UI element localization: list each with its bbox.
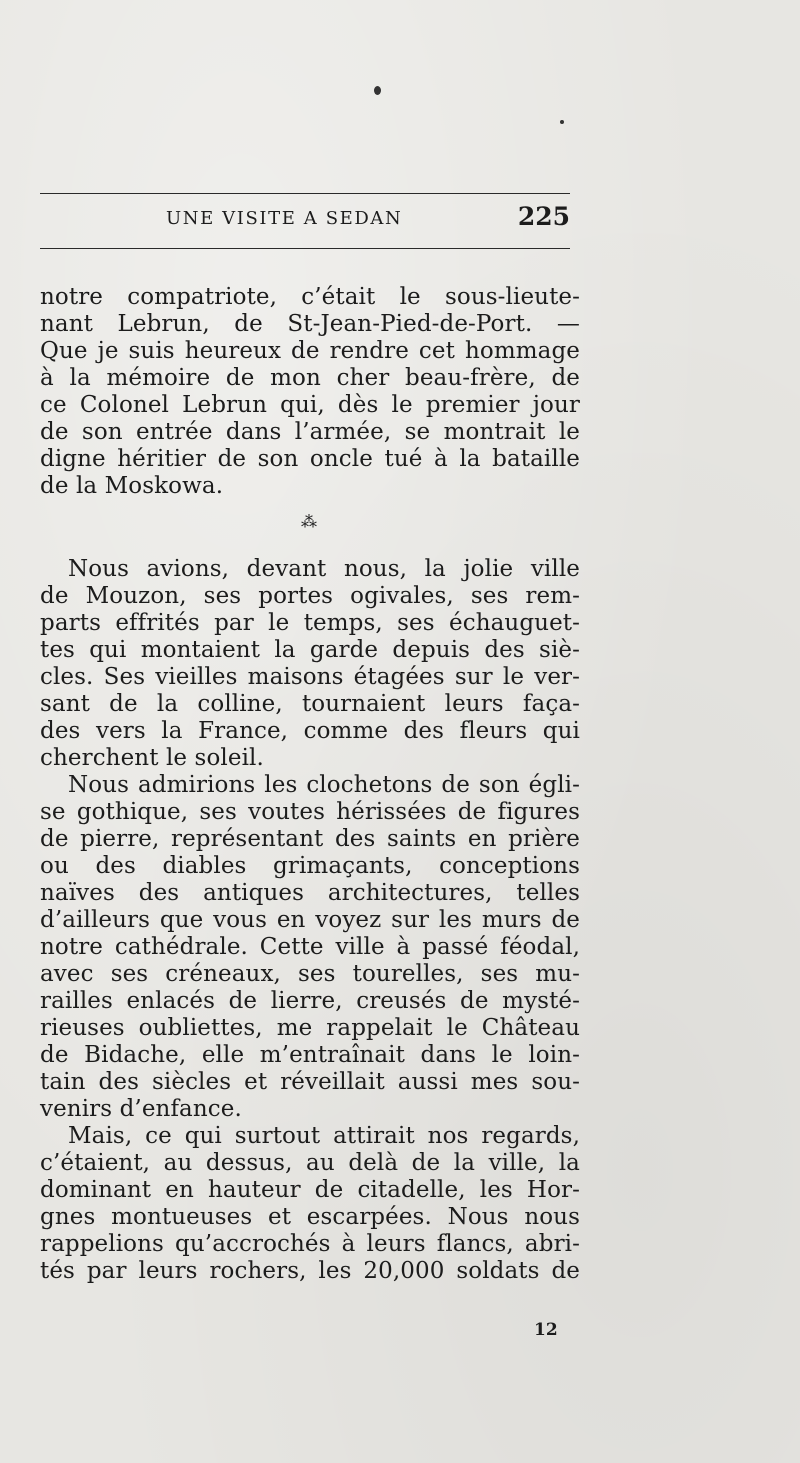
text-line: Nous avions, devant nous, la jolie ville	[68, 556, 580, 582]
text-line: rappelions qu’accrochés à leurs flancs, abri-	[40, 1231, 580, 1257]
ink-speck	[560, 120, 564, 124]
text-line: notre cathédrale. Cette ville à passé féodal,	[40, 934, 580, 960]
text-line: de Mouzon, ses portes ogivales, ses rem-	[40, 583, 580, 609]
text-line: rieuses oubliettes, me rappelait le Château	[40, 1015, 580, 1041]
text-line: des vers la France, comme des fleurs qui	[40, 718, 580, 744]
header-rule-top	[40, 193, 570, 194]
text-line: tes qui montaient la garde depuis des siè-	[40, 637, 580, 663]
text-line: sant de la colline, tournaient leurs faça-	[40, 691, 580, 717]
text-line: ou des diables grimaçants, conceptions	[40, 853, 580, 879]
text-line: d’ailleurs que vous en voyez sur les murs de	[40, 907, 580, 933]
running-head	[40, 200, 570, 240]
ink-speck	[374, 86, 381, 95]
text-line: Que je suis heureux de rendre cet hommage	[40, 338, 580, 364]
text-line: ce Colonel Lebrun qui, dès le premier jour	[40, 392, 580, 418]
text-line: à la mémoire de mon cher beau-frère, de	[40, 365, 580, 391]
page-number: 225	[517, 202, 570, 231]
text-line: cles. Ses vieilles maisons étagées sur le ver-	[40, 664, 580, 690]
text-line: naïves des antiques architectures, telles	[40, 880, 580, 906]
text-line: avec ses créneaux, ses tourelles, ses mu-	[40, 961, 580, 987]
text-line: nant Lebrun, de St-Jean-Pied-de-Port. —	[40, 311, 580, 337]
text-line: Mais, ce qui surtout attirait nos regards,	[68, 1123, 580, 1149]
text-line: cherchent le soleil.	[40, 745, 264, 771]
text-line: tés par leurs rochers, les 20,000 soldats de	[40, 1258, 580, 1284]
paragraph	[40, 772, 580, 1123]
text-line: parts effrités par le temps, ses échauguet-	[40, 610, 580, 636]
text-line: dominant en hauteur de citadelle, les Hor-	[40, 1177, 580, 1203]
text-line: tain des siècles et réveillait aussi mes sou-	[40, 1069, 580, 1095]
running-title: UNE VISITE A SEDAN	[166, 208, 403, 229]
header-rule-bottom	[40, 248, 570, 249]
paragraph	[40, 1123, 580, 1285]
text-line: railles enlacés de lierre, creusés de mysté-	[40, 988, 580, 1014]
text-line: notre compatriote, c’était le sous-lieute-	[40, 284, 580, 310]
text-line: de pierre, représentant des saints en prière	[40, 826, 580, 852]
asterism-glyph: ⁂	[301, 512, 317, 531]
text-line: Nous admirions les clochetons de son égli-	[68, 772, 580, 798]
text-line: se gothique, ses voutes hérissées de figures	[40, 799, 580, 825]
text-line: de son entrée dans l’armée, se montrait le	[40, 419, 580, 445]
text-line: c’étaient, au dessus, au delà de la ville, la	[40, 1150, 580, 1176]
text-line: de la Moskowa.	[40, 473, 224, 499]
text-line: digne héritier de son oncle tué à la bataille	[40, 446, 580, 472]
text-line: venirs d’enfance.	[40, 1096, 242, 1122]
text-line: de Bidache, elle m’entraînait dans le loin-	[40, 1042, 580, 1068]
text-line: gnes montueuses et escarpées. Nous nous	[40, 1204, 580, 1230]
signature-mark: 12	[534, 1320, 558, 1340]
body-text	[40, 284, 580, 1285]
paragraph	[40, 556, 580, 772]
paragraph	[40, 284, 580, 500]
asterism-divider	[40, 500, 580, 556]
